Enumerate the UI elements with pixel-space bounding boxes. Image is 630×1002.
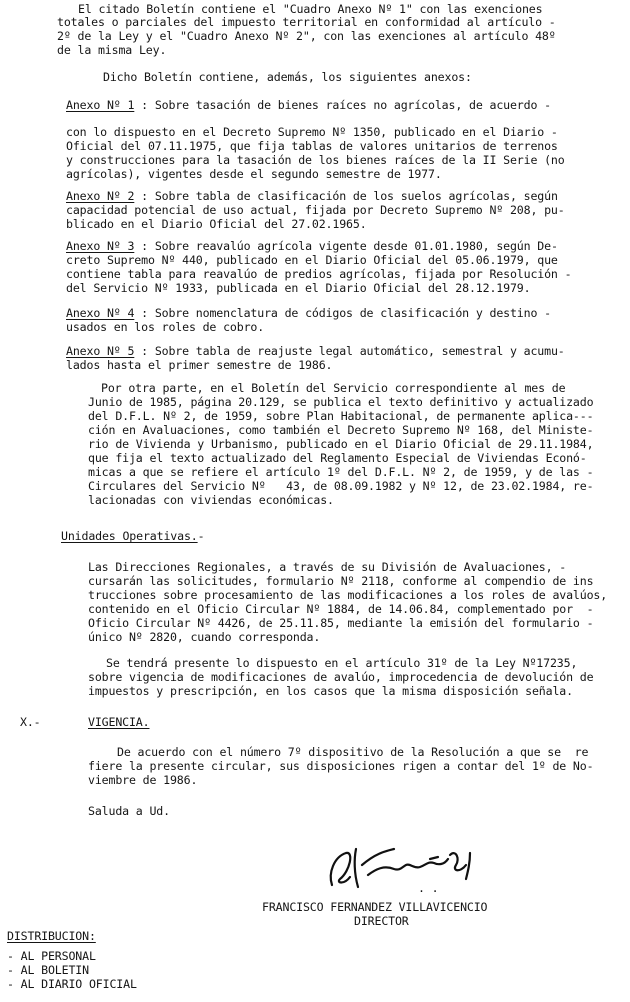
annex-5-first-line	[66, 344, 565, 358]
other-para-line: Por otra parte, en el Boletín del Servicio correspondiente al mes de	[101, 381, 566, 395]
intro-line: totales o parciales del impuesto territorial en conformidad al artículo -	[57, 15, 556, 29]
units-para1-line: cursarán las solicitudes, formulario Nº 2118, conforme al compendio de ins	[88, 574, 594, 588]
distribution-item: - AL PERSONAL	[7, 949, 96, 963]
annex-1-line: con lo dispuesto en el Decreto Supremo Nº 1350, publicado en el Diario -	[66, 125, 558, 139]
units-para1-line: trucciones sobre procesamiento de las modificaciones a los roles de avalúos,	[88, 588, 608, 602]
signature-mark: · ·	[418, 884, 439, 898]
vigencia-line: viembre de 1986.	[88, 773, 198, 787]
annex-1-line: Oficial del 07.11.1975, que fija tablas de valores unitarios de terrenos	[66, 139, 558, 153]
other-para-line: Circulares del Servicio Nº 43, de 08.09.1982 y Nº 12, de 23.02.1984, re-	[88, 479, 594, 493]
annex-1-line: y construcciones para la tasación de los bienes raíces de la II Serie (no	[66, 153, 565, 167]
intro-line: El citado Boletín contiene el "Cuadro Anexo Nº 1" con las exenciones	[78, 2, 543, 16]
other-para-line: lacionadas con viviendas económicas.	[88, 493, 334, 507]
other-para-line: ción en Avaluaciones, como también el Decreto Supremo Nº 168, del Ministe-	[88, 423, 594, 437]
distribution-item: - AL DIARIO OFICIAL	[7, 977, 137, 991]
annex-1-text: : Sobre tasación de bienes raíces no agrícolas, de acuerdo -	[141, 98, 551, 112]
other-para-line: micas a que se refiere el artículo 1º del D.F.L. Nº 2, de 1959, y de las -	[88, 465, 594, 479]
units-para1-line: Oficio Circular Nº 4426, de 25.11.85, mediante la emisión del formulario -	[88, 616, 594, 630]
annex-1-first-line	[66, 98, 551, 112]
annex-5-text: : Sobre tabla de reajuste legal automático, semestral y acumu-	[141, 344, 565, 358]
annex-1-line: agrícolas), vigentes desde el segundo semestre de 1977.	[66, 167, 442, 181]
units-heading-suffix: -	[197, 529, 205, 543]
other-para-line: del D.F.L. Nº 2, de 1959, sobre Plan Habitacional, de permanente aplica---	[88, 409, 594, 423]
annex-4-line: usados en los roles de cobro.	[66, 320, 265, 334]
annex-intro: Dicho Boletín contiene, además, los siguientes anexos:	[103, 70, 472, 84]
annex-2-text: : Sobre tabla de clasificación de los suelos agrícolas, según	[141, 189, 558, 203]
section-title: VIGENCIA.	[88, 715, 150, 729]
section-number: X.-	[20, 715, 41, 729]
annex-5-line: lados hasta el primer semestre de 1986.	[66, 358, 333, 372]
units-para2-line: impuestos y prescripción, en los casos que la misma disposición señala.	[88, 684, 573, 698]
annex-2-line: blicado en el Diario Oficial del 27.02.1965.	[66, 217, 367, 231]
annex-4-first-line	[66, 306, 551, 320]
annex-3-line: creto Supremo Nº 440, publicado en el Diario Oficial del 05.06.1979, que	[66, 253, 558, 267]
annex-3-first-line	[66, 239, 558, 253]
vigencia-line: fiere la presente circular, sus disposiciones rigen a contar del 1º de No-	[88, 759, 594, 773]
annex-2-line: capacidad potencial de uso actual, fijada por Decreto Supremo Nº 208, pu-	[66, 203, 565, 217]
units-para2-line: Se tendrá presente lo dispuesto en el artículo 31º de la Ley Nº17235,	[106, 656, 578, 670]
annex-4-text: : Sobre nomenclatura de códigos de clasificación y destino -	[141, 306, 551, 320]
signature-name: FRANCISCO FERNANDEZ VILLAVICENCIO	[262, 900, 488, 914]
vigencia-line: De acuerdo con el número 7º dispositivo de la Resolución a que se re	[117, 745, 589, 759]
signature-scribble	[310, 835, 490, 895]
units-para1-line: contenido en el Oficio Circular Nº 1884, de 14.06.84, complementado por -	[88, 602, 594, 616]
signature-image	[310, 835, 490, 895]
other-para-line: rio de Vivienda y Urbanismo, publicado en el Diario Oficial de 29.11.1984,	[88, 437, 594, 451]
annex-3-text: : Sobre reavalúo agrícola vigente desde 01.01.1980, según De-	[141, 239, 558, 253]
units-heading-line	[61, 529, 204, 543]
units-heading: Unidades Operativas.	[61, 529, 198, 543]
units-para2-line: sobre vigencia de modificaciones de avalúo, improcedencia de devolución de	[88, 670, 594, 684]
annex-2-first-line	[66, 189, 558, 203]
distribution-heading: DISTRIBUCION:	[7, 929, 96, 943]
other-para-line: Junio de 1985, página 20.129, se publica el texto definitivo y actualizado	[88, 395, 594, 409]
annex-3-label: Anexo Nº 3	[66, 239, 135, 253]
annex-3-line: contiene tabla para reavalúo de predios agrícolas, fijada por Resolución -	[66, 267, 572, 281]
annex-5-label: Anexo Nº 5	[66, 344, 135, 358]
annex-2-label: Anexo Nº 2	[66, 189, 135, 203]
signature-title: DIRECTOR	[354, 914, 409, 928]
distribution-item: - AL BOLETIN	[7, 963, 89, 977]
units-para1-line: único Nº 2820, cuando corresponda.	[88, 630, 321, 644]
annex-3-line: del Servicio Nº 1933, publicada en el Diario Oficial del 28.12.1979.	[66, 281, 531, 295]
annex-4-label: Anexo Nº 4	[66, 306, 135, 320]
other-para-line: que fija el texto actualizado del Reglamento Especial de Viviendas Econó-	[88, 451, 587, 465]
closing: Saluda a Ud.	[88, 804, 170, 818]
intro-line: 2º de la Ley y el "Cuadro Anexo Nº 2", con las exenciones al artículo 48º	[57, 29, 556, 43]
units-para1-line: Las Direcciones Regionales, a través de su División de Avaluaciones, -	[88, 560, 567, 574]
intro-line: de la misma Ley.	[57, 43, 167, 57]
annex-1-label: Anexo Nº 1	[66, 98, 135, 112]
